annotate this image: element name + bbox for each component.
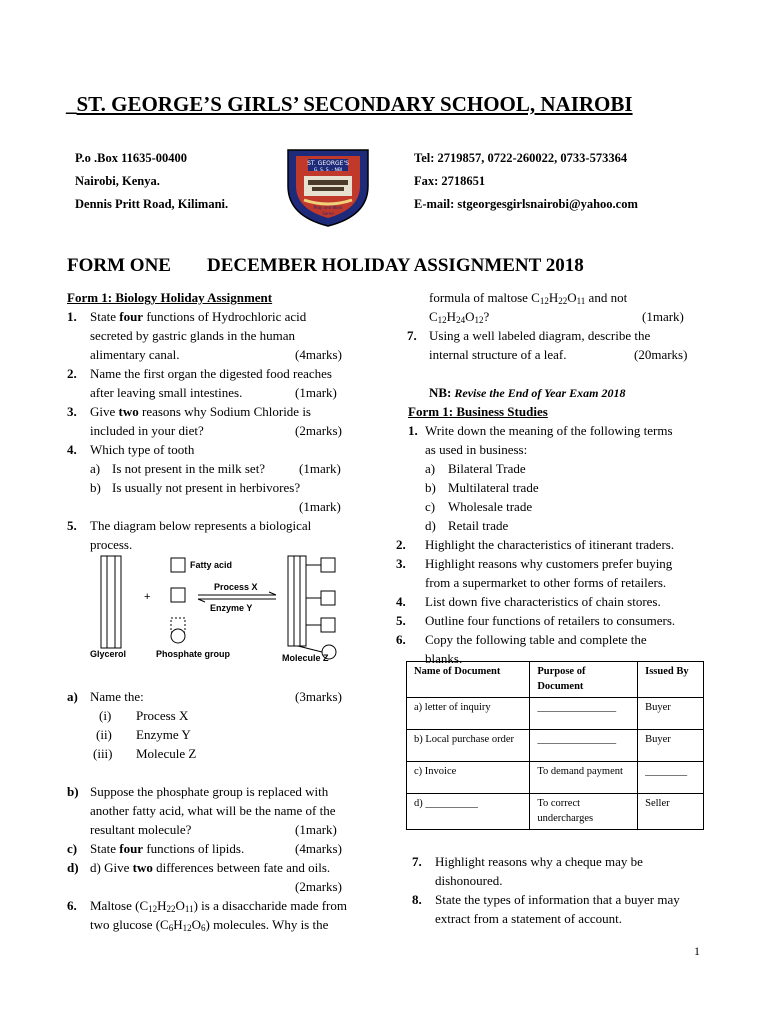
- business-section-2: 7. Highlight reasons why a cheque may be dishonoured. 8. State the types of information that a buyer may extract from a statement of account.: [406, 852, 706, 928]
- bus-q4: 4. List down five characteristics of chain stores.: [396, 594, 661, 609]
- business-heading: Form 1: Business Studies: [408, 404, 548, 419]
- bio-q5: 5. The diagram below represents a biological: [67, 518, 312, 533]
- svg-text:Serve: Serve: [322, 211, 334, 216]
- bio-q7: 7. Using a well labeled diagram, describe the: [407, 328, 651, 343]
- svg-text:ST. GEORGE'S: ST. GEORGE'S: [307, 160, 349, 167]
- school-contacts: Tel: 2719857, 0722-260022, 0733-573364 Fax: 2718651 E-mail: stgeorgesgirlsnairobi@yahoo.com: [414, 151, 638, 211]
- bio-q6: 6. Maltose $(C_{12}H_{22}O_{11})$ is a disaccharide made from: [67, 898, 347, 914]
- bio-qa: a) Name the: (3marks): [67, 689, 342, 704]
- svg-text:Enzyme Y: Enzyme Y: [210, 603, 253, 613]
- form-title: FORM ONE DECEMBER HOLIDAY ASSIGNMENT 2018: [67, 255, 584, 276]
- documents-table: [406, 661, 704, 830]
- biological-process-diagram: [86, 548, 366, 666]
- page-number: 1: [694, 944, 700, 958]
- bus-q6: 6. Copy the following table and complete the: [396, 632, 647, 647]
- bio-qc: c) State four functions of lipids. (4marks): [67, 841, 342, 856]
- biology-heading: Form 1: Biology Holiday Assignment: [67, 290, 273, 305]
- bio-q4: 4. Which type of tooth: [67, 442, 195, 457]
- biology-section: Form 1: Biology Holiday Assignment 1. State four functions of Hydrochloric acid secreted by gastric glands in the human alimentary canal. (4marks) 2. Name the first organ the digested food reaches after leaving small intestines. (1mark) 3. Give two reasons why Sodium Chloride is included in your diet? (2marks) 4. Which type of tooth a) Is not present in the milk set? (1mark) b) Is usually not present in herbivores? (1mark) 5. The diagram below represents a biological process.: [67, 288, 367, 554]
- svg-text:Fatty acid: Fatty acid: [190, 560, 233, 570]
- svg-text:Process X: Process X: [214, 582, 258, 592]
- svg-text:Pray and Work: Pray and Work: [313, 205, 343, 210]
- bus-q1: 1. Write down the meaning of the following terms: [408, 423, 673, 438]
- biology-section-2: a) Name the: (3marks) (i) Process X (ii) Enzyme Y (iii) Molecule Z b) Suppose the phosphate group is replaced with another fatty acid, what will be the name of the resultant molecule? (1mark) c) State four functions of lipids. (4marks) d) d) Give two differences between fate and oils. (2marks) 6. Maltose $(C_{12}H_{22}O_{11})$ is a disaccharide made from two glucose $(C_6H_{12}O_6)$ molecules. Why is the: [67, 687, 367, 934]
- table-row: a) letter of inquiry _______________ Buyer: [407, 698, 704, 730]
- bus-q8: 8. State the types of information that a buyer may: [412, 892, 680, 907]
- bus-q7: 7. Highlight reasons why a cheque may be: [412, 854, 643, 869]
- svg-text:+: +: [144, 591, 151, 603]
- svg-text:Glycerol: Glycerol: [90, 649, 127, 659]
- bio-q1: 1. State four functions of Hydrochloric acid: [67, 309, 307, 324]
- bio-q2: 2. Name the first organ the digested food reaches: [67, 366, 332, 381]
- right-column: formula of maltose $C_{12}H_{22}O_{11}$ and not $C_{12}H_{24}O_{12}$? (1mark) 7. Using a well labeled diagram, describe the internal structure of a leaf. (20marks) NB: Revise the End of Year Exam 2018 Form 1: Business Studies 1. Write down the meaning of the following terms as used in business: a) Bilateral Trade b) Multilateral trade c) Wholesale trade d) Retail trade 2. Highlight the characteristics of itinerant traders. 3. Highlight reasons why customers prefer buying from a supermarket to other forms of retailers. 4. List down five characteristics of chain stores. 5. Outline four functions of retailers to consumers. 6. Copy the following table and complete the blanks.: [406, 288, 706, 668]
- table-row: c) Invoice To demand payment ________: [407, 762, 704, 794]
- table-row: b) Local purchase order _______________ Buyer: [407, 730, 704, 762]
- school-logo: [282, 146, 374, 228]
- bus-q2: 2. Highlight the characteristics of itinerant traders.: [396, 537, 675, 552]
- bus-q3: 3. Highlight reasons why customers prefer buying: [396, 556, 673, 571]
- bus-q5: 5. Outline four functions of retailers to consumers.: [396, 613, 676, 628]
- school-address: P.o .Box 11635-00400 Nairobi, Kenya. Dennis Pritt Road, Kilimani.: [75, 151, 229, 211]
- school-name: _ST. GEORGE’S GIRLS’ SECONDARY SCHOOL, NAIROBI: [66, 92, 633, 116]
- bio-qb: b) Suppose the phosphate group is replaced with: [67, 784, 329, 799]
- bio-qd: d) d) Give two differences between fate and oils.: [67, 860, 331, 875]
- table-row: d) __________ To correct undercharges Seller: [407, 794, 704, 830]
- svg-text:Phosphate group: Phosphate group: [156, 649, 230, 659]
- bio-q3: 3. Give two reasons why Sodium Chloride is: [67, 404, 311, 419]
- table-header: Name of Document Purpose of Document Issued By: [407, 662, 704, 698]
- svg-text:Molecule Z: Molecule Z: [282, 653, 329, 663]
- svg-text:G. S. S. - NBI: G. S. S. - NBI: [313, 168, 343, 173]
- nb-note: NB: Revise the End of Year Exam 2018: [429, 385, 626, 400]
